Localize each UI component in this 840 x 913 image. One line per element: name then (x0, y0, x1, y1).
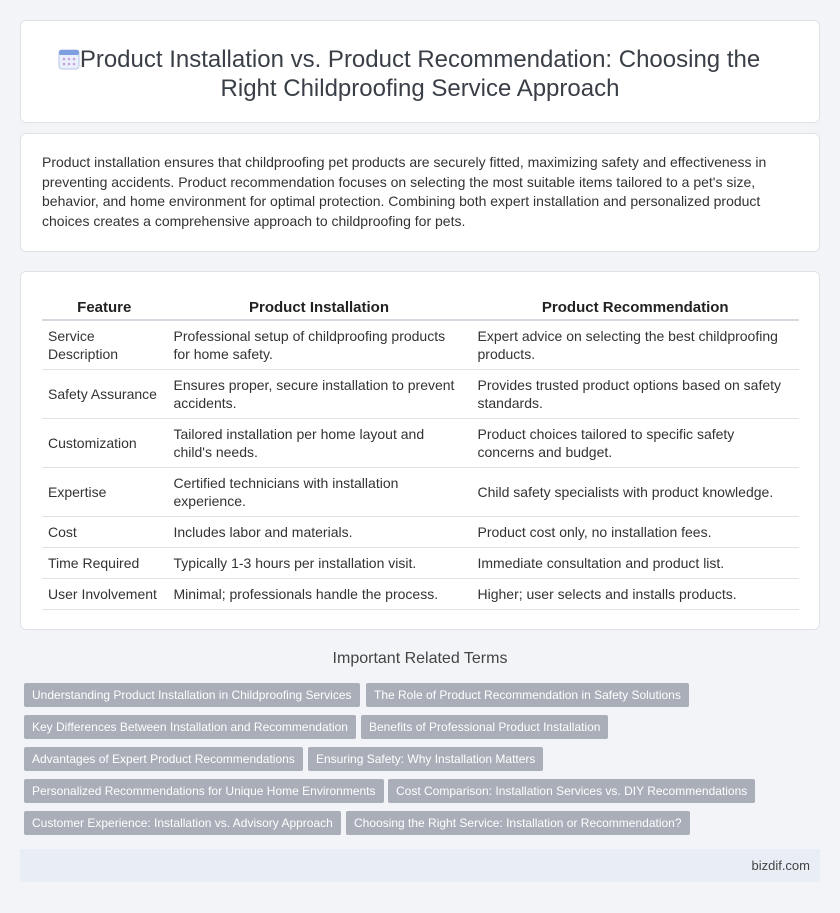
footer (20, 849, 820, 882)
table-row (42, 369, 799, 418)
installation-cell: Certified technicians with installation experience. (167, 467, 471, 516)
recommendation-cell: Product cost only, no installation fees. (471, 516, 799, 547)
related-term-tag[interactable]: The Role of Product Recommendation in Safety Solutions (366, 683, 689, 707)
recommendation-cell: Provides trusted product options based on safety standards. (471, 369, 799, 418)
installation-cell: Typically 1-3 hours per installation visit. (167, 547, 471, 578)
installation-cell: Includes labor and materials. (167, 516, 471, 547)
related-term-tag[interactable]: Personalized Recommendations for Unique Home Environments (24, 779, 384, 803)
column-header: Feature (42, 297, 167, 320)
comparison-table (42, 297, 799, 610)
comparison-card (20, 271, 820, 630)
installation-cell: Ensures proper, secure installation to prevent accidents. (167, 369, 471, 418)
recommendation-cell: Immediate consultation and product list. (471, 547, 799, 578)
table-row (42, 516, 799, 547)
related-term-tag[interactable]: Customer Experience: Installation vs. Advisory Approach (24, 811, 341, 835)
installation-cell: Tailored installation per home layout and child's needs. (167, 418, 471, 467)
feature-cell: Cost (42, 516, 167, 547)
related-term-tag[interactable]: Advantages of Expert Product Recommendations (24, 747, 303, 771)
header-card (20, 20, 820, 123)
recommendation-cell: Product choices tailored to specific safety concerns and budget. (471, 418, 799, 467)
calendar-icon (58, 48, 80, 70)
related-term-tag[interactable]: Benefits of Professional Product Installation (361, 715, 608, 739)
feature-cell: Safety Assurance (42, 369, 167, 418)
column-header: Product Recommendation (471, 297, 799, 320)
installation-cell: Professional setup of childproofing products for home safety. (167, 320, 471, 369)
column-header: Product Installation (167, 297, 471, 320)
related-term-tag[interactable]: Choosing the Right Service: Installation or Recommendation? (346, 811, 690, 835)
related-term-tag[interactable]: Ensuring Safety: Why Installation Matters (308, 747, 543, 771)
feature-cell: Customization (42, 418, 167, 467)
recommendation-cell: Child safety specialists with product knowledge. (471, 467, 799, 516)
page-title: Product Installation vs. Product Recommendation: Choosing the Right Childproofing Service Approach (79, 46, 761, 102)
table-row (42, 578, 799, 609)
feature-cell: Time Required (42, 547, 167, 578)
table-row (42, 320, 799, 369)
feature-cell: User Involvement (42, 578, 167, 609)
footer-site-name: bizdif.com (751, 858, 810, 873)
related-term-tag[interactable]: Understanding Product Installation in Childproofing Services (24, 683, 360, 707)
table-row (42, 467, 799, 516)
feature-cell: Service Description (42, 320, 167, 369)
feature-cell: Expertise (42, 467, 167, 516)
related-term-tag[interactable]: Cost Comparison: Installation Services vs. DIY Recommendations (388, 779, 755, 803)
installation-cell: Minimal; professionals handle the process. (167, 578, 471, 609)
table-header-row (42, 297, 799, 320)
related-terms-heading: Important Related Terms (332, 650, 508, 667)
recommendation-cell: Expert advice on selecting the best childproofing products. (471, 320, 799, 369)
intro-paragraph: Product installation ensures that childproofing pet products are securely fitted, maximizing safety and effectiveness in preventing accidents. Product recommendation focuses on selecting the most suitable items tailored to a pet's size, behavior, and home environment for optimal protection. Combining both expert installation and personalized product choices creates a comprehensive approach to childproofing for pets. (42, 154, 767, 229)
table-row (42, 547, 799, 578)
intro-card (20, 133, 820, 252)
table-row (42, 418, 799, 467)
recommendation-cell: Higher; user selects and installs products. (471, 578, 799, 609)
related-term-tag[interactable]: Key Differences Between Installation and Recommendation (24, 715, 356, 739)
